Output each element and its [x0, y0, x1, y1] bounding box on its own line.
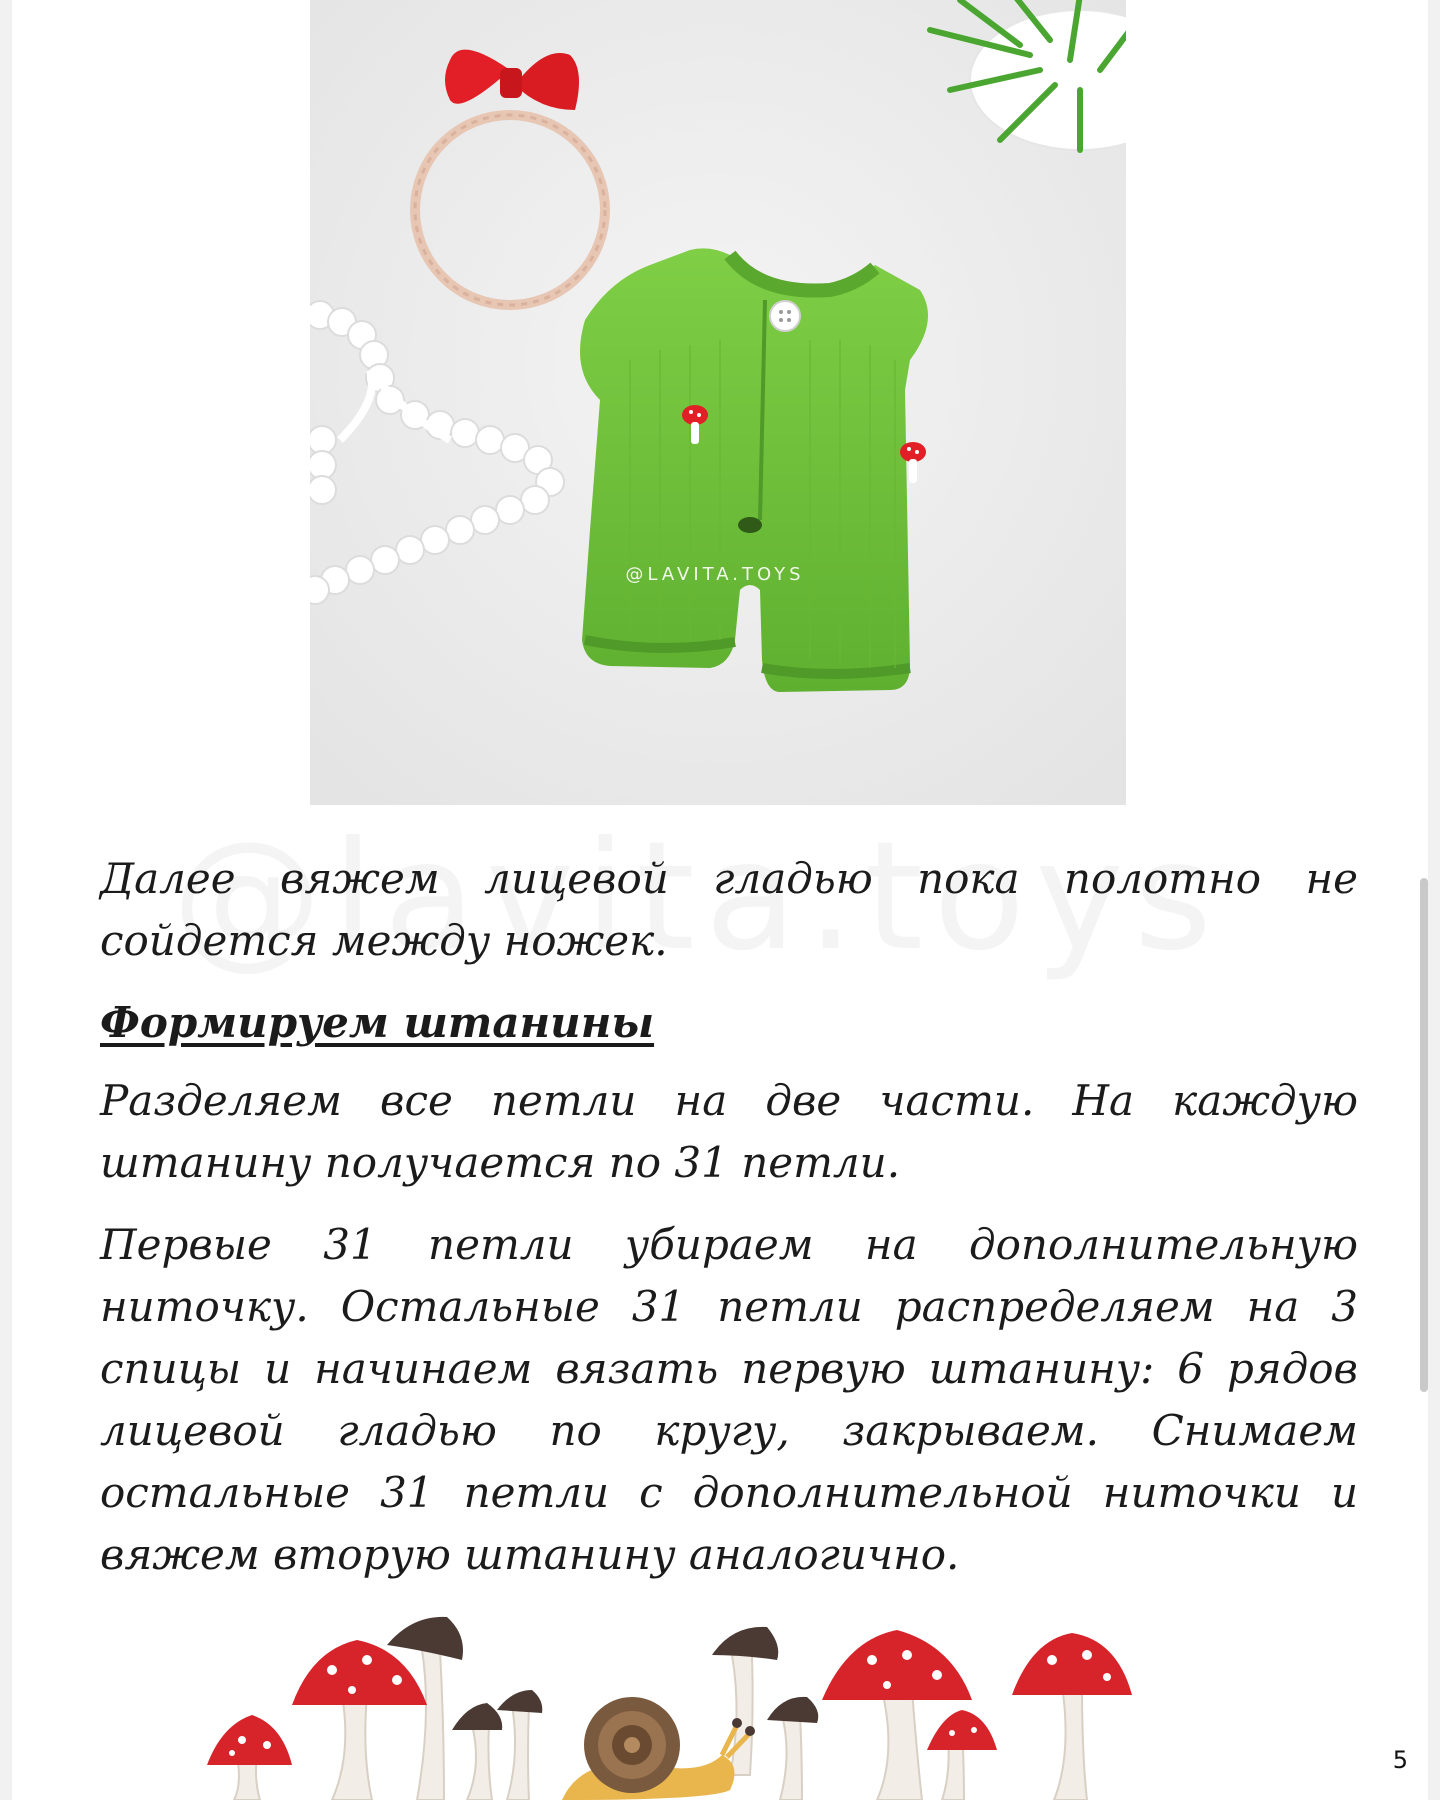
instruction-text [100, 848, 1358, 1606]
scrollbar-thumb[interactable] [1420, 878, 1428, 1392]
paragraph-knit-legs: Первые 31 петли убираем на дополнительную ниточку. Остальные 31 петли распределяем на 3 спицы и начинаем вязать первую штанину: 6 рядов лицевой гладью по кругу, закрываем. Снимаем остальные 31 петли с дополнительной ниточки и вяжем вторую штанину аналогично. [100, 1220, 1358, 1579]
document-page [12, 0, 1428, 1800]
photo-watermark: @LAVITA.TOYS [625, 564, 805, 585]
mushroom-footer-illustration [182, 1605, 1202, 1800]
snail [562, 1697, 755, 1800]
page-number: 5 [1392, 1746, 1408, 1774]
paragraph-divide-stitches: Разделяем все петли на две части. На каждую штанину получается по 31 петли. [100, 1076, 1358, 1187]
paragraph-knit-stockinette: Далее вяжем лицевой гладью пока полотно не сойдется между ножек. [100, 854, 1358, 965]
knitted-romper-photo [310, 0, 1126, 805]
section-heading-legs: Формируем штанины [100, 998, 655, 1047]
